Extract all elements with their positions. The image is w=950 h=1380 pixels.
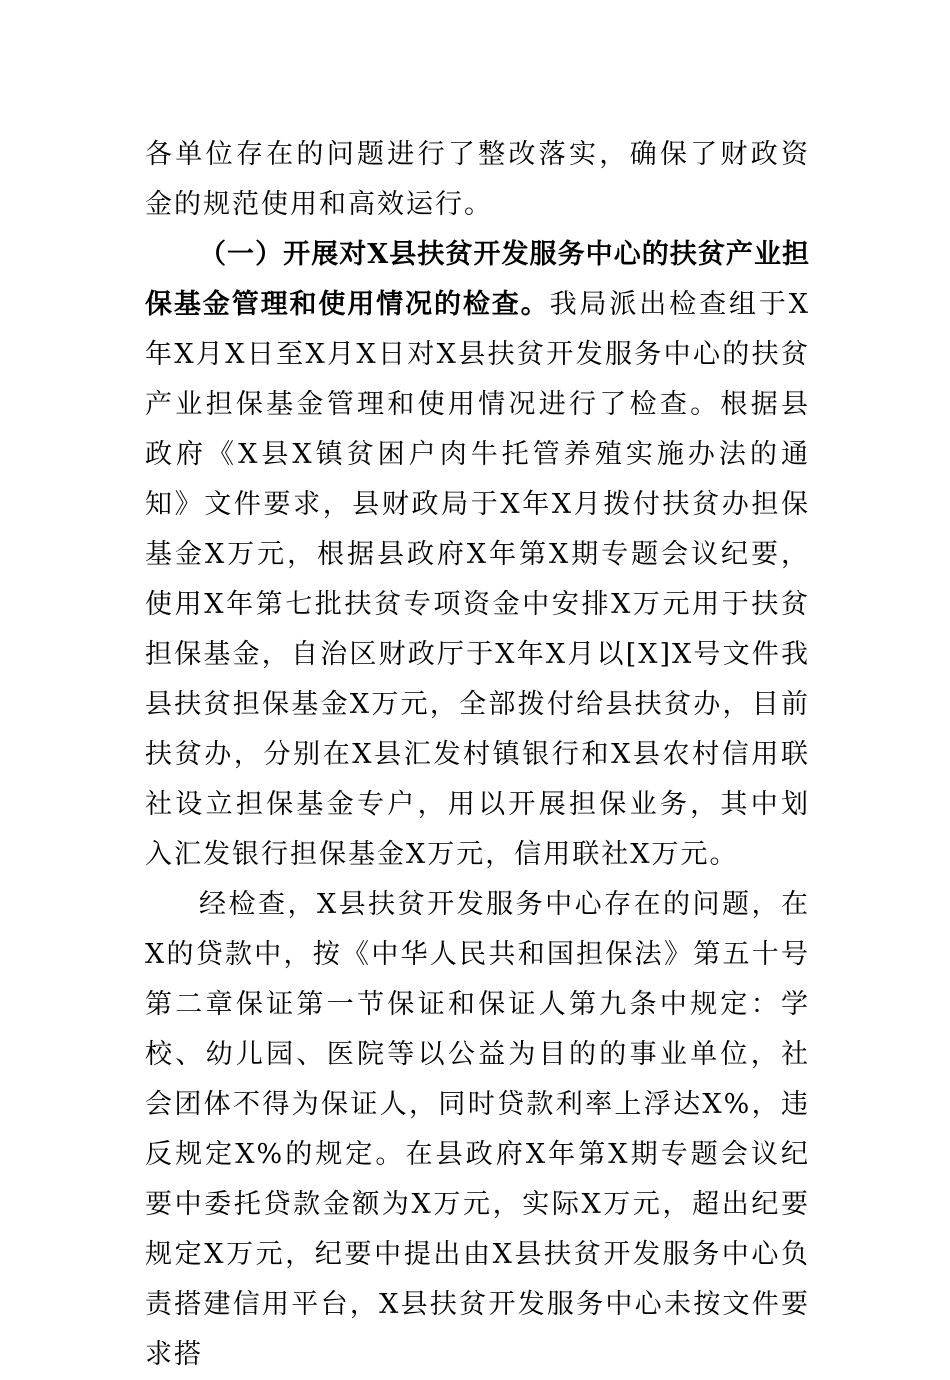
paragraph-text: 经检查，X县扶贫开发服务中心存在的问题，在X的贷款中，按《中华人民共和国担保法》第五十号第二章保证第一节保证和保证人第九条中规定：学校、幼儿园、医院等以公益为目的的事业单位，社会团体不得为保证人，同时贷款利率上浮达X%，违反规定X%的规定。在县政府X年第X期专题会议纪要中委托贷款金额为X万元，实际X万元，超出纪要规定X万元，纪要中提出由X县扶贫开发服务中心负责搭建信用平台，X县扶贫开发服务中心未按文件要求搭	[145, 889, 810, 1370]
paragraph-findings	[145, 880, 810, 1380]
paragraph-section-one	[145, 230, 810, 880]
paragraph-text: 各单位存在的问题进行了整改落实，确保了财政资金的规范使用和高效运行。	[145, 139, 810, 220]
paragraph-text: 我局派出检查组于X年X月X日至X月X日对X县扶贫开发服务中心的扶贫产业担保基金管理和使用情况进行了检查。根据县政府《X县X镇贫困户肉牛托管养殖实施办法的通知》文件要求，县财政局于X年X月拨付扶贫办担保基金X万元，根据县政府X年第X期专题会议纪要，使用X年第七批扶贫专项资金中安排X万元用于扶贫担保基金，自治区财政厅于X年X月以[X]X号文件我县扶贫担保基金X万元，全部拨付给县扶贫办，目前扶贫办，分别在X县汇发村镇银行和X县农村信用联社设立担保基金专户，用以开展担保业务，其中划入汇发银行担保基金X万元，信用联社X万元。	[145, 289, 810, 870]
section-heading: （一）开展对X县扶贫开发服务中心的扶贫产业担保基金管理和使用情况的检查。	[145, 239, 810, 320]
paragraph-continuation	[145, 130, 810, 230]
document-body	[145, 130, 810, 1380]
